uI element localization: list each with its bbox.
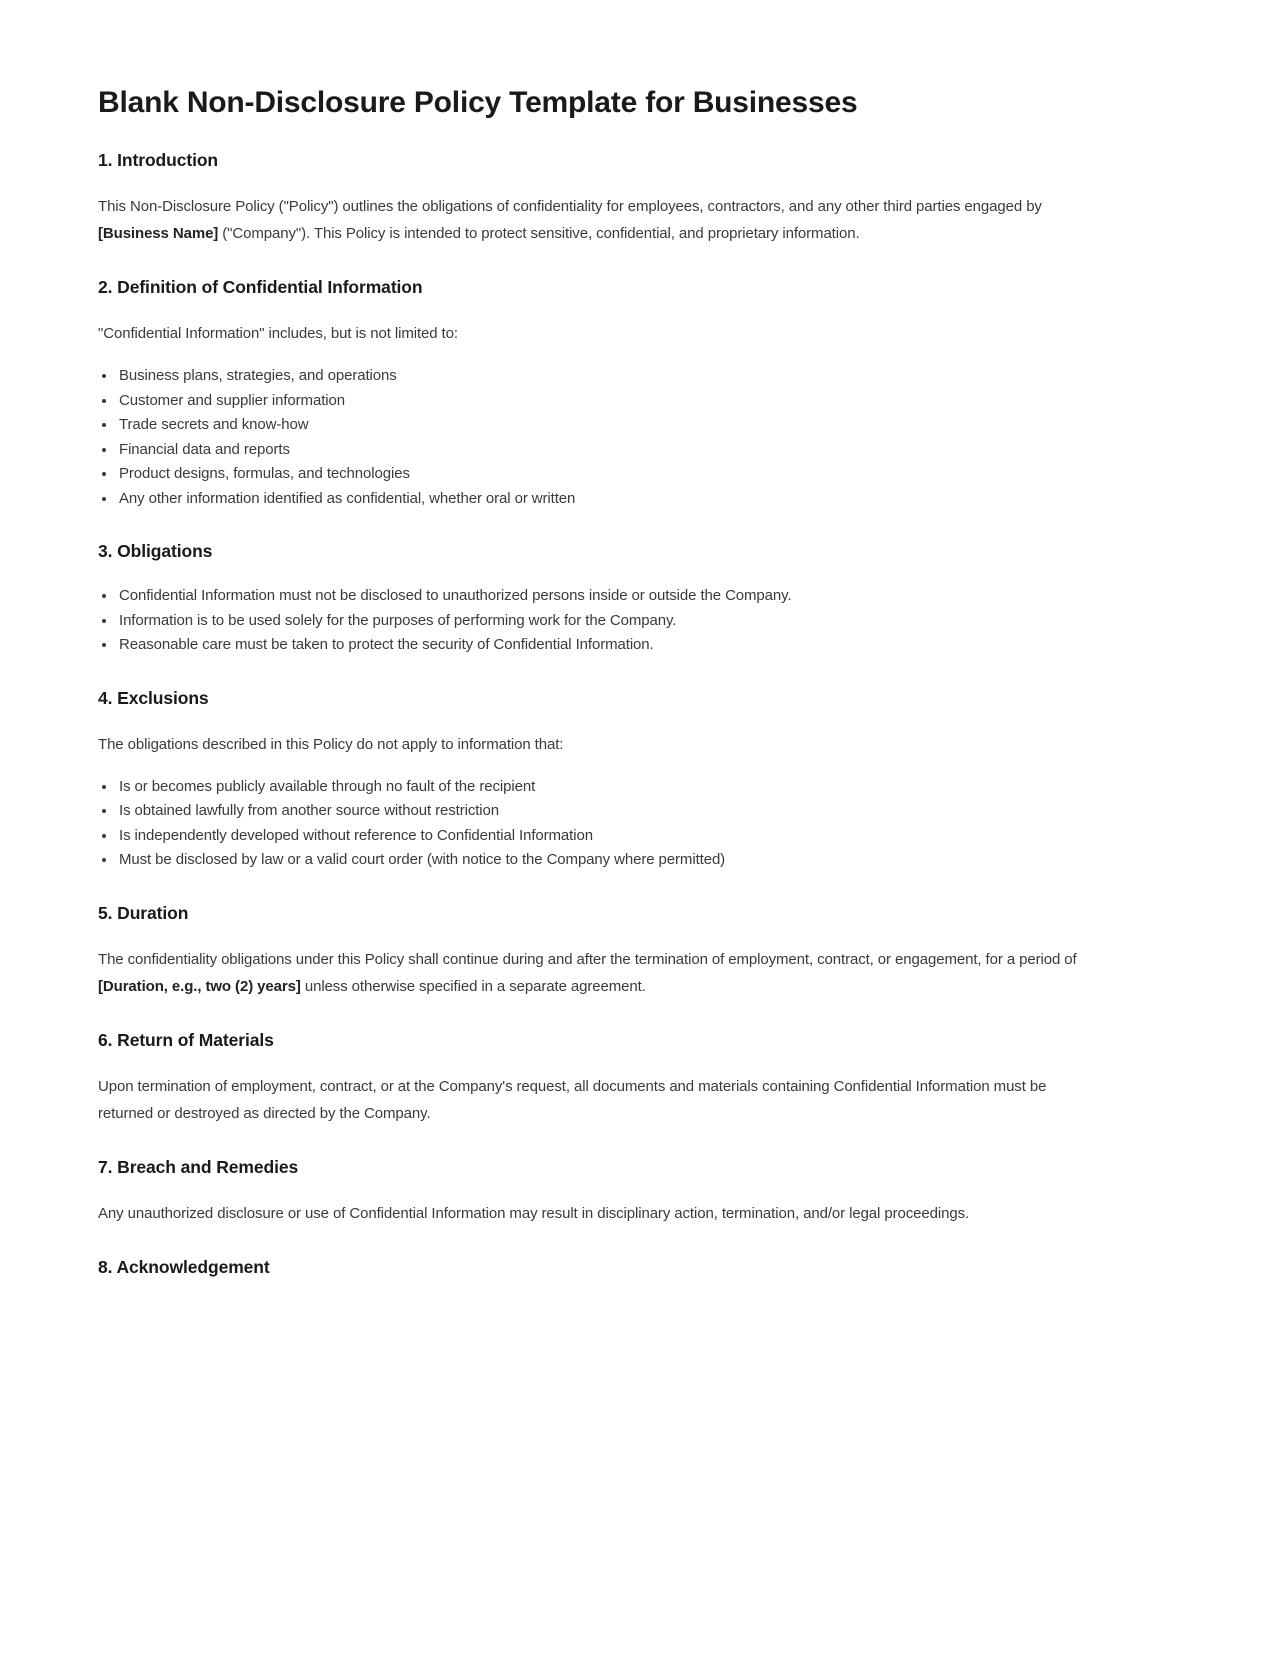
bullet-item: • Information is to be used solely for the purposes of performing work for the Company. — [117, 609, 1083, 634]
section-heading: 3. Obligations — [98, 541, 213, 561]
section-heading: 7. Breach and Remedies — [98, 1156, 299, 1177]
policy-section — [98, 901, 1083, 1000]
bullet-item: • Confidential Information must not be disclosed to unauthorized persons inside or outside the Company. — [117, 584, 1083, 609]
section-paragraph — [98, 1073, 1083, 1127]
bullet-list — [98, 584, 1083, 658]
text-segment: Upon termination of employment, contract, or at the Company's request, all documents and materials containing Confidential Information must be returned or destroyed as directed by the Company. — [98, 1077, 1047, 1122]
bullet-item: • Trade secrets and know-how — [117, 413, 1083, 438]
section-heading: 5. Duration — [98, 902, 189, 923]
section-heading: 2. Definition of Confidential Information — [98, 277, 423, 297]
policy-section — [98, 1255, 1083, 1280]
section-paragraph — [98, 731, 1083, 758]
bullet-item: • Is obtained lawfully from another source without restriction — [117, 799, 1083, 824]
section-paragraph — [98, 320, 1083, 347]
bullet-item: • Reasonable care must be taken to protect the security of Confidential Information. — [117, 633, 1083, 658]
policy-section — [98, 275, 1083, 511]
text-segment: The obligations described in this Policy do not apply to information that: — [98, 735, 564, 753]
policy-section — [98, 1155, 1083, 1227]
policy-section — [98, 1028, 1083, 1127]
bullet-item: • Must be disclosed by law or a valid court order (with notice to the Company where permitted) — [117, 848, 1083, 873]
text-segment: This Non-Disclosure Policy ("Policy") outlines the obligations of confidentiality for employees, contractors, and any other third parties engaged by — [98, 198, 1042, 215]
placeholder-field: [Duration, e.g., two (2) years] — [98, 977, 301, 995]
policy-section — [98, 148, 1083, 247]
document-sections — [98, 148, 1083, 1280]
text-segment: ("Company"). This Policy is intended to protect sensitive, confidential, and proprietary information. — [218, 225, 860, 242]
section-paragraph — [98, 193, 1083, 247]
text-segment: The confidentiality obligations under this Policy shall continue during and after the termination of employment, contract, or engagement, for a period of — [98, 950, 1077, 968]
placeholder-field: [Business Name] — [98, 225, 219, 242]
section-heading: 6. Return of Materials — [98, 1029, 274, 1050]
section-heading: 4. Exclusions — [98, 687, 209, 708]
text-segment: Any unauthorized disclosure or use of Confidential Information may result in disciplinary action, termination, and/or legal proceedings. — [98, 1204, 970, 1222]
section-paragraph — [98, 946, 1083, 1000]
bullet-item: • Financial data and reports — [117, 438, 1083, 463]
bullet-item: • Product designs, formulas, and technologies — [117, 462, 1083, 487]
bullet-item: • Customer and supplier information — [117, 389, 1083, 414]
bullet-item: • Business plans, strategies, and operations — [117, 364, 1083, 389]
page-title: Blank Non-Disclosure Policy Template for Businesses — [98, 86, 858, 119]
bullet-item: • Is independently developed without reference to Confidential Information — [117, 824, 1083, 849]
policy-section — [98, 539, 1083, 658]
section-paragraph — [98, 1200, 1083, 1227]
document-page — [98, 0, 1083, 1500]
section-heading: 8. Acknowledgement — [98, 1256, 270, 1277]
policy-section — [98, 686, 1083, 873]
text-segment: "Confidential Information" includes, but is not limited to: — [98, 325, 458, 342]
bullet-list — [98, 775, 1083, 873]
bullet-item: • Is or becomes publicly available through no fault of the recipient — [117, 775, 1083, 800]
bullet-item: • Any other information identified as confidential, whether oral or written — [117, 487, 1083, 512]
section-heading: 1. Introduction — [98, 150, 219, 170]
bullet-list — [98, 364, 1083, 511]
text-segment: unless otherwise specified in a separate agreement. — [300, 977, 646, 995]
